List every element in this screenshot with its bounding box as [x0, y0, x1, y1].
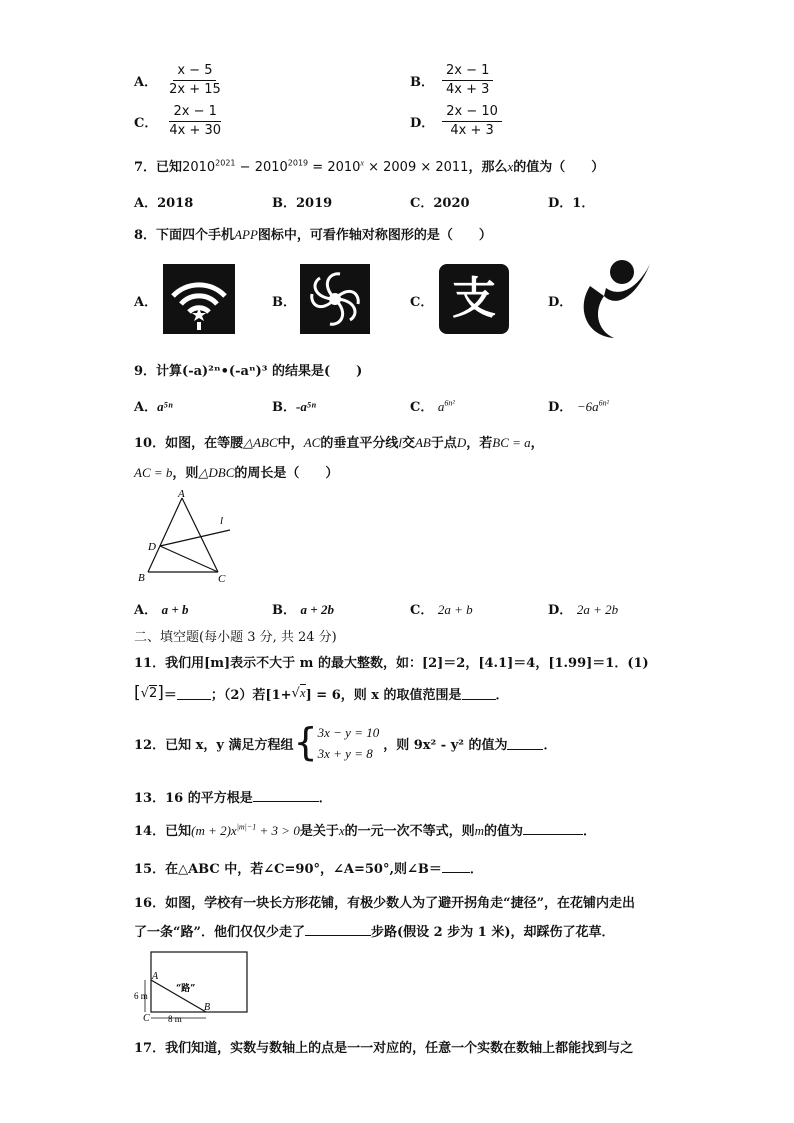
q17-stem: 17．我们知道，实数与数轴上的点是一一对应的，任意一个实数在数轴上都能找到与之	[134, 1041, 634, 1056]
q9-option-c: C． $a^{6n^2}$	[410, 398, 455, 415]
q14-stem: 14．已知$(m + 2)x^{|m|-1} + 3 > 0$是关于x的一元一次不等式，则m的值为 ．	[134, 822, 597, 839]
swirl-icon	[300, 264, 370, 334]
fig-label-l: l	[220, 515, 224, 527]
q8-label-b: B．	[272, 295, 296, 310]
q6-option-b: B． $\frac{2x - 1}{4x + 3}$	[410, 62, 493, 99]
q6-option-a-fraction: $\frac{x - 5}{2x + 15}$	[169, 63, 221, 97]
q10-option-d: D． 2a + 2b	[548, 602, 619, 618]
q10-stem-line2: AC = b，则△DBC的周长是（ ）	[134, 465, 339, 481]
q15-blank[interactable]	[442, 860, 470, 873]
fig-label-D: D	[148, 541, 156, 553]
q8-label-c: C．	[410, 295, 434, 310]
q7-option-d: D．1．	[548, 196, 595, 211]
q11-blank-1[interactable]	[177, 687, 211, 700]
q6-option-a: A． $\frac{x - 5}{2x + 15}$	[134, 62, 225, 99]
q12-equation-system: { 3x − y = 10 3x + y = 8	[293, 720, 380, 764]
q13-stem: 13．16 的平方根是 ．	[134, 791, 332, 806]
q8-label-d: D．	[548, 295, 573, 310]
fig-label-A: A	[178, 488, 185, 500]
q11-line2: [ √2 ] ＝ ；（2）若[1+ √x ] = 6，则 x 的取值范围是 ．	[134, 683, 509, 703]
q7-option-a: A．2018	[134, 196, 194, 211]
q14-blank[interactable]	[523, 822, 583, 835]
fig16-road-label: “路”	[176, 984, 196, 994]
q10-stem-line1: 10．如图，在等腰△ABC中，AC的垂直平分线l交AB于点D，若BC = a，	[134, 435, 544, 451]
fig16-label-C: C	[143, 1013, 150, 1024]
q13-blank[interactable]	[253, 789, 319, 802]
q8-label-a: A．	[134, 295, 158, 310]
q10-triangle-figure	[134, 488, 244, 586]
q10-option-a: A． a + b	[134, 602, 189, 618]
q10-option-b: B． a + 2b	[272, 602, 334, 618]
fig16-label-A: A	[152, 971, 159, 982]
q7-option-c: C．2020	[410, 196, 470, 211]
q9-stem: 9．计算(-a)²ⁿ•(-aⁿ)³ 的结果是( )	[134, 364, 363, 379]
q12-stem: 12． 已知 x，y 满足方程组 { 3x − y = 10 3x + y = 8 ，则 9x² - y² 的值为 ．	[134, 720, 557, 764]
q11-blank-2[interactable]	[462, 687, 496, 700]
q7-option-b: B．2019	[272, 196, 333, 211]
person-swoosh-icon	[576, 258, 654, 340]
q6-option-d: D． $\frac{2x - 10}{4x + 3}$	[410, 103, 502, 140]
q9-option-a: A．a⁵ⁿ	[134, 399, 173, 415]
q9-option-d: D． $-6a^{6n^2}$	[548, 398, 609, 415]
q12-blank[interactable]	[507, 737, 543, 750]
wifi-star-icon	[163, 264, 235, 334]
alipay-icon: 支	[439, 264, 509, 334]
q6-option-c-fraction: $\frac{2x - 1}{4x + 30}$	[169, 104, 222, 138]
fig-label-C: C	[218, 573, 226, 585]
fig16-label-B: B	[204, 1002, 211, 1013]
q10-option-c: C． 2a + b	[410, 602, 473, 618]
q16-line1: 16．如图，学校有一块长方形花铺，有极少数人为了避开拐角走“捷径”，在花铺内走出	[134, 896, 636, 911]
q7-stem: 7．已知$2010^{2021} - 2010^{2019} = 2010^x \times 2009 \times 2011$，那么x的值为（ ）	[134, 158, 605, 175]
fig-label-B: B	[138, 572, 145, 584]
q16-rectangle-figure	[134, 948, 252, 1024]
q8-stem: 8．下面四个手机APP图标中，可看作轴对称图形的是（ ）	[134, 227, 492, 243]
q6-option-b-fraction: $\frac{2x - 1}{4x + 3}$	[442, 62, 493, 99]
q16-line2: 了一条“路”．他们仅仅少走了 步路(假设 2 步为 1 米)，却踩伤了花草．	[134, 925, 615, 940]
q9-option-b: B．-a⁵ⁿ	[272, 399, 316, 415]
q15-stem: 15．在△ABC 中，若∠C=90°，∠A=50°,则∠B＝ ．	[134, 862, 483, 877]
q16-blank[interactable]	[305, 923, 371, 936]
fig16-left-dim: 6 m	[134, 991, 148, 1001]
q6-option-d-fraction: $\frac{2x - 10}{4x + 3}$	[442, 103, 502, 140]
q11-line1: 11．我们用[m]表示不大于 m 的最大整数，如：[2]＝2，[4.1]＝4，[1.99]＝1．(1)	[134, 656, 649, 671]
fig16-bottom-dim: 8 m	[168, 1014, 182, 1024]
q6-option-c: C． $\frac{2x - 1}{4x + 30}$	[134, 103, 225, 140]
section-title: 二、填空题(每小题 3 分, 共 24 分)	[134, 630, 337, 645]
